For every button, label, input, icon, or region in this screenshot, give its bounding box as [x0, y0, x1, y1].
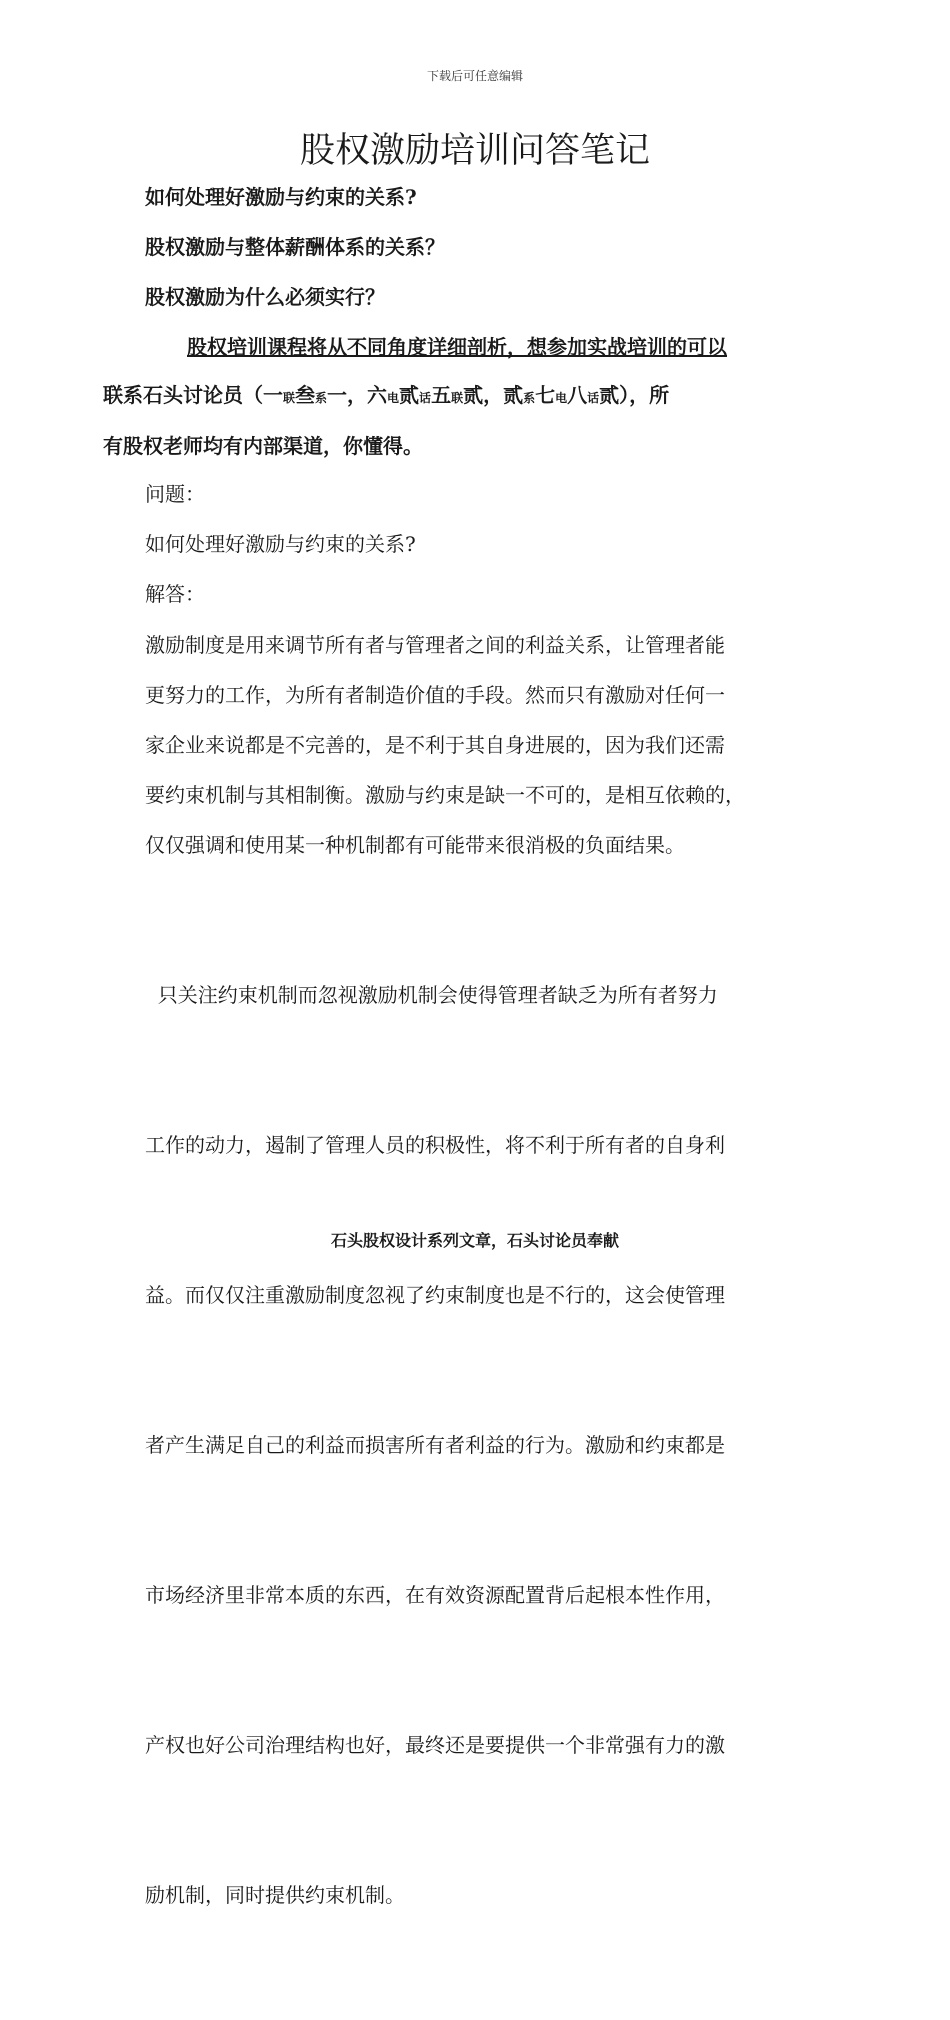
paragraph-line: 要约束机制与其相制衡。激励与约束是缺一不可的，是相互依赖的， [145, 783, 745, 807]
paragraph-line: 市场经济里非常本质的东西，在有效资源配置背后起根本性作用， [145, 1583, 725, 1607]
paragraph-line: 更努力的工作，为所有者制造价值的手段。然而只有激励对任何一 [145, 683, 725, 707]
contact-promo [103, 323, 807, 470]
promo-line-3: 有股权老师均有内部渠道，你懂得。 [103, 434, 423, 458]
document-title: 股权激励培训问答笔记 [299, 131, 650, 171]
header-note: 下载后可任意编辑 [426, 69, 523, 83]
bold-question-1: 如何处理好激励与约束的关系? [145, 185, 417, 209]
paragraph-line: 产权也好公司治理结构也好，最终还是要提供一个非常强有力的激 [145, 1733, 725, 1757]
paragraph-line: 家企业来说都是不完善的，是不利于其自身进展的，因为我们还需 [145, 733, 725, 757]
paragraph-line: 者产生满足自己的利益而损害所有者利益的行为。激励和约束都是 [145, 1433, 725, 1457]
promo-line-2: 联系石头讨论员（一联叁系一，六电贰话五联贰，贰系七电八话贰），所 [103, 383, 670, 407]
answer-paragraph-1 [145, 620, 817, 870]
paragraph-line: 激励制度是用来调节所有者与管理者之间的利益关系，让管理者能 [145, 633, 725, 657]
paragraph-line: 仅仅强调和使用某一种机制都有可能带来很消极的负面结果。 [145, 833, 685, 857]
bold-question-3: 股权激励为什么必须实行？ [145, 285, 385, 309]
question-label: 问题： [145, 482, 205, 506]
promo-line-1: 股权培训课程将从不同角度详细剖析，想参加实战培训的可以 [187, 335, 727, 359]
answer-label: 解答： [145, 582, 205, 606]
answer-paragraph-2 [145, 870, 817, 2020]
paragraph-line: 励机制，同时提供约束机制。 [145, 1883, 405, 1907]
footer-note: 石头股权设计系列文章，石头讨论员奉献 [330, 1231, 619, 1250]
paragraph-line: 工作的动力，遏制了管理人员的积极性，将不利于所有者的自身利 [145, 1133, 725, 1157]
bold-question-2: 股权激励与整体薪酬体系的关系？ [145, 235, 445, 259]
paragraph-line: 只关注约束机制而忽视激励机制会使得管理者缺乏为所有者努力 [145, 983, 718, 1007]
paragraph-line: 益。而仅仅注重激励制度忽视了约束制度也是不行的，这会使管理 [145, 1283, 725, 1307]
document-body [103, 176, 825, 2020]
question-text: 如何处理好激励与约束的关系? [145, 532, 416, 556]
